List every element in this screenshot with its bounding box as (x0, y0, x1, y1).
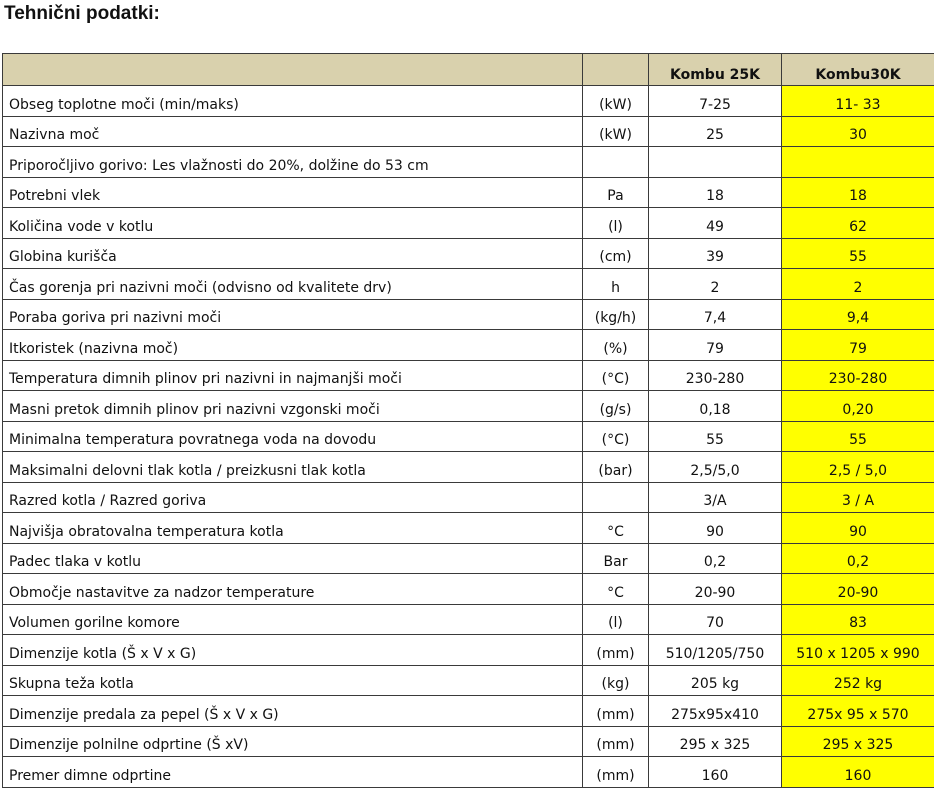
param-cell: Temperatura dimnih plinov pri nazivni in najmanjši moči (3, 360, 583, 391)
kombu-25k-value-cell: 70 (649, 604, 782, 635)
param-cell: Čas gorenja pri nazivni moči (odvisno od kvalitete drv) (3, 269, 583, 300)
header-unit (583, 54, 649, 86)
kombu-25k-value-cell: 160 (649, 757, 782, 788)
kombu-30k-value-cell: 2,5 / 5,0 (782, 452, 934, 483)
kombu-25k-value-cell: 2,5/5,0 (649, 452, 782, 483)
param-cell: Potrebni vlek (3, 177, 583, 208)
unit-cell: (g/s) (583, 391, 649, 422)
table-row (3, 604, 934, 635)
table-row (3, 238, 934, 269)
kombu-30k-value-cell: 230-280 (782, 360, 934, 391)
technical-data-table (2, 53, 934, 788)
param-cell: Dimenzije polnilne odprtine (Š xV) (3, 726, 583, 757)
param-cell: Razred kotla / Razred goriva (3, 482, 583, 513)
param-cell: Dimenzije kotla (Š x V x G) (3, 635, 583, 666)
header-kombu-25k: Kombu 25K (649, 54, 782, 86)
unit-cell (583, 482, 649, 513)
unit-cell: (mm) (583, 757, 649, 788)
kombu-25k-value-cell: 39 (649, 238, 782, 269)
kombu-30k-value-cell (782, 147, 934, 178)
param-cell: Količina vode v kotlu (3, 208, 583, 239)
kombu-30k-value-cell: 30 (782, 116, 934, 147)
table-row (3, 482, 934, 513)
kombu-30k-value-cell: 252 kg (782, 665, 934, 696)
kombu-25k-value-cell: 205 kg (649, 665, 782, 696)
table-row (3, 635, 934, 666)
unit-cell: Pa (583, 177, 649, 208)
table-row (3, 421, 934, 452)
unit-cell: (mm) (583, 726, 649, 757)
kombu-30k-value-cell: 90 (782, 513, 934, 544)
kombu-30k-value-cell: 55 (782, 238, 934, 269)
kombu-25k-value-cell: 55 (649, 421, 782, 452)
param-cell: Skupna teža kotla (3, 665, 583, 696)
kombu-30k-value-cell: 295 x 325 (782, 726, 934, 757)
unit-cell: (l) (583, 208, 649, 239)
kombu-30k-value-cell: 510 x 1205 x 990 (782, 635, 934, 666)
table-row (3, 269, 934, 300)
table-row (3, 452, 934, 483)
kombu-25k-value-cell (649, 147, 782, 178)
page-title: Tehnični podatki: (4, 3, 160, 24)
table-row (3, 299, 934, 330)
table-row (3, 177, 934, 208)
kombu-25k-value-cell: 79 (649, 330, 782, 361)
param-cell: Minimalna temperatura povratnega voda na dovodu (3, 421, 583, 452)
kombu-25k-value-cell: 18 (649, 177, 782, 208)
kombu-25k-value-cell: 90 (649, 513, 782, 544)
unit-cell: (kW) (583, 116, 649, 147)
kombu-25k-value-cell: 7,4 (649, 299, 782, 330)
unit-cell: (mm) (583, 696, 649, 727)
unit-cell: Bar (583, 543, 649, 574)
kombu-30k-value-cell: 79 (782, 330, 934, 361)
unit-cell: h (583, 269, 649, 300)
table-row (3, 574, 934, 605)
unit-cell: (mm) (583, 635, 649, 666)
kombu-25k-value-cell: 7-25 (649, 86, 782, 117)
param-cell: Premer dimne odprtine (3, 757, 583, 788)
param-cell: Itkoristek (nazivna moč) (3, 330, 583, 361)
param-cell: Dimenzije predala za pepel (Š x V x G) (3, 696, 583, 727)
kombu-30k-value-cell: 275x 95 x 570 (782, 696, 934, 727)
unit-cell: (kg/h) (583, 299, 649, 330)
param-cell: Obseg toplotne moči (min/maks) (3, 86, 583, 117)
kombu-25k-value-cell: 25 (649, 116, 782, 147)
kombu-25k-value-cell: 230-280 (649, 360, 782, 391)
table-row (3, 330, 934, 361)
table-body (3, 54, 934, 788)
table-header-row (3, 54, 934, 86)
kombu-25k-value-cell: 2 (649, 269, 782, 300)
param-cell: Najvišja obratovalna temperatura kotla (3, 513, 583, 544)
kombu-30k-value-cell: 160 (782, 757, 934, 788)
kombu-30k-value-cell: 11- 33 (782, 86, 934, 117)
kombu-30k-value-cell: 9,4 (782, 299, 934, 330)
kombu-30k-value-cell: 3 / A (782, 482, 934, 513)
param-cell: Volumen gorilne komore (3, 604, 583, 635)
kombu-30k-value-cell: 18 (782, 177, 934, 208)
param-cell: Globina kurišča (3, 238, 583, 269)
unit-cell: (kg) (583, 665, 649, 696)
kombu-30k-value-cell: 0,20 (782, 391, 934, 422)
table-row (3, 513, 934, 544)
kombu-25k-value-cell: 0,2 (649, 543, 782, 574)
unit-cell: (°C) (583, 360, 649, 391)
kombu-25k-value-cell: 510/1205/750 (649, 635, 782, 666)
unit-cell: (%) (583, 330, 649, 361)
table-row (3, 360, 934, 391)
table-row (3, 665, 934, 696)
kombu-25k-value-cell: 20-90 (649, 574, 782, 605)
kombu-30k-value-cell: 55 (782, 421, 934, 452)
param-cell: Poraba goriva pri nazivni moči (3, 299, 583, 330)
unit-cell: (l) (583, 604, 649, 635)
param-cell: Nazivna moč (3, 116, 583, 147)
kombu-30k-value-cell: 0,2 (782, 543, 934, 574)
header-param (3, 54, 583, 86)
header-kombu-30k: Kombu30K (782, 54, 934, 86)
param-cell: Priporočljivo gorivo: Les vlažnosti do 20%, dolžine do 53 cm (3, 147, 583, 178)
unit-cell: (kW) (583, 86, 649, 117)
table-row (3, 86, 934, 117)
kombu-30k-value-cell: 2 (782, 269, 934, 300)
kombu-30k-value-cell: 20-90 (782, 574, 934, 605)
unit-cell: (bar) (583, 452, 649, 483)
unit-cell: °C (583, 513, 649, 544)
unit-cell (583, 147, 649, 178)
table-row (3, 757, 934, 788)
param-cell: Padec tlaka v kotlu (3, 543, 583, 574)
param-cell: Maksimalni delovni tlak kotla / preizkusni tlak kotla (3, 452, 583, 483)
kombu-25k-value-cell: 275x95x410 (649, 696, 782, 727)
table-row (3, 726, 934, 757)
param-cell: Masni pretok dimnih plinov pri nazivni vzgonski moči (3, 391, 583, 422)
table-row (3, 208, 934, 239)
table-row (3, 116, 934, 147)
table-row (3, 147, 934, 178)
kombu-30k-value-cell: 62 (782, 208, 934, 239)
kombu-25k-value-cell: 295 x 325 (649, 726, 782, 757)
kombu-25k-value-cell: 3/A (649, 482, 782, 513)
param-cell: Območje nastavitve za nadzor temperature (3, 574, 583, 605)
unit-cell: °C (583, 574, 649, 605)
table-row (3, 543, 934, 574)
kombu-25k-value-cell: 0,18 (649, 391, 782, 422)
table-row (3, 696, 934, 727)
kombu-25k-value-cell: 49 (649, 208, 782, 239)
kombu-30k-value-cell: 83 (782, 604, 934, 635)
unit-cell: (°C) (583, 421, 649, 452)
table-row (3, 391, 934, 422)
unit-cell: (cm) (583, 238, 649, 269)
